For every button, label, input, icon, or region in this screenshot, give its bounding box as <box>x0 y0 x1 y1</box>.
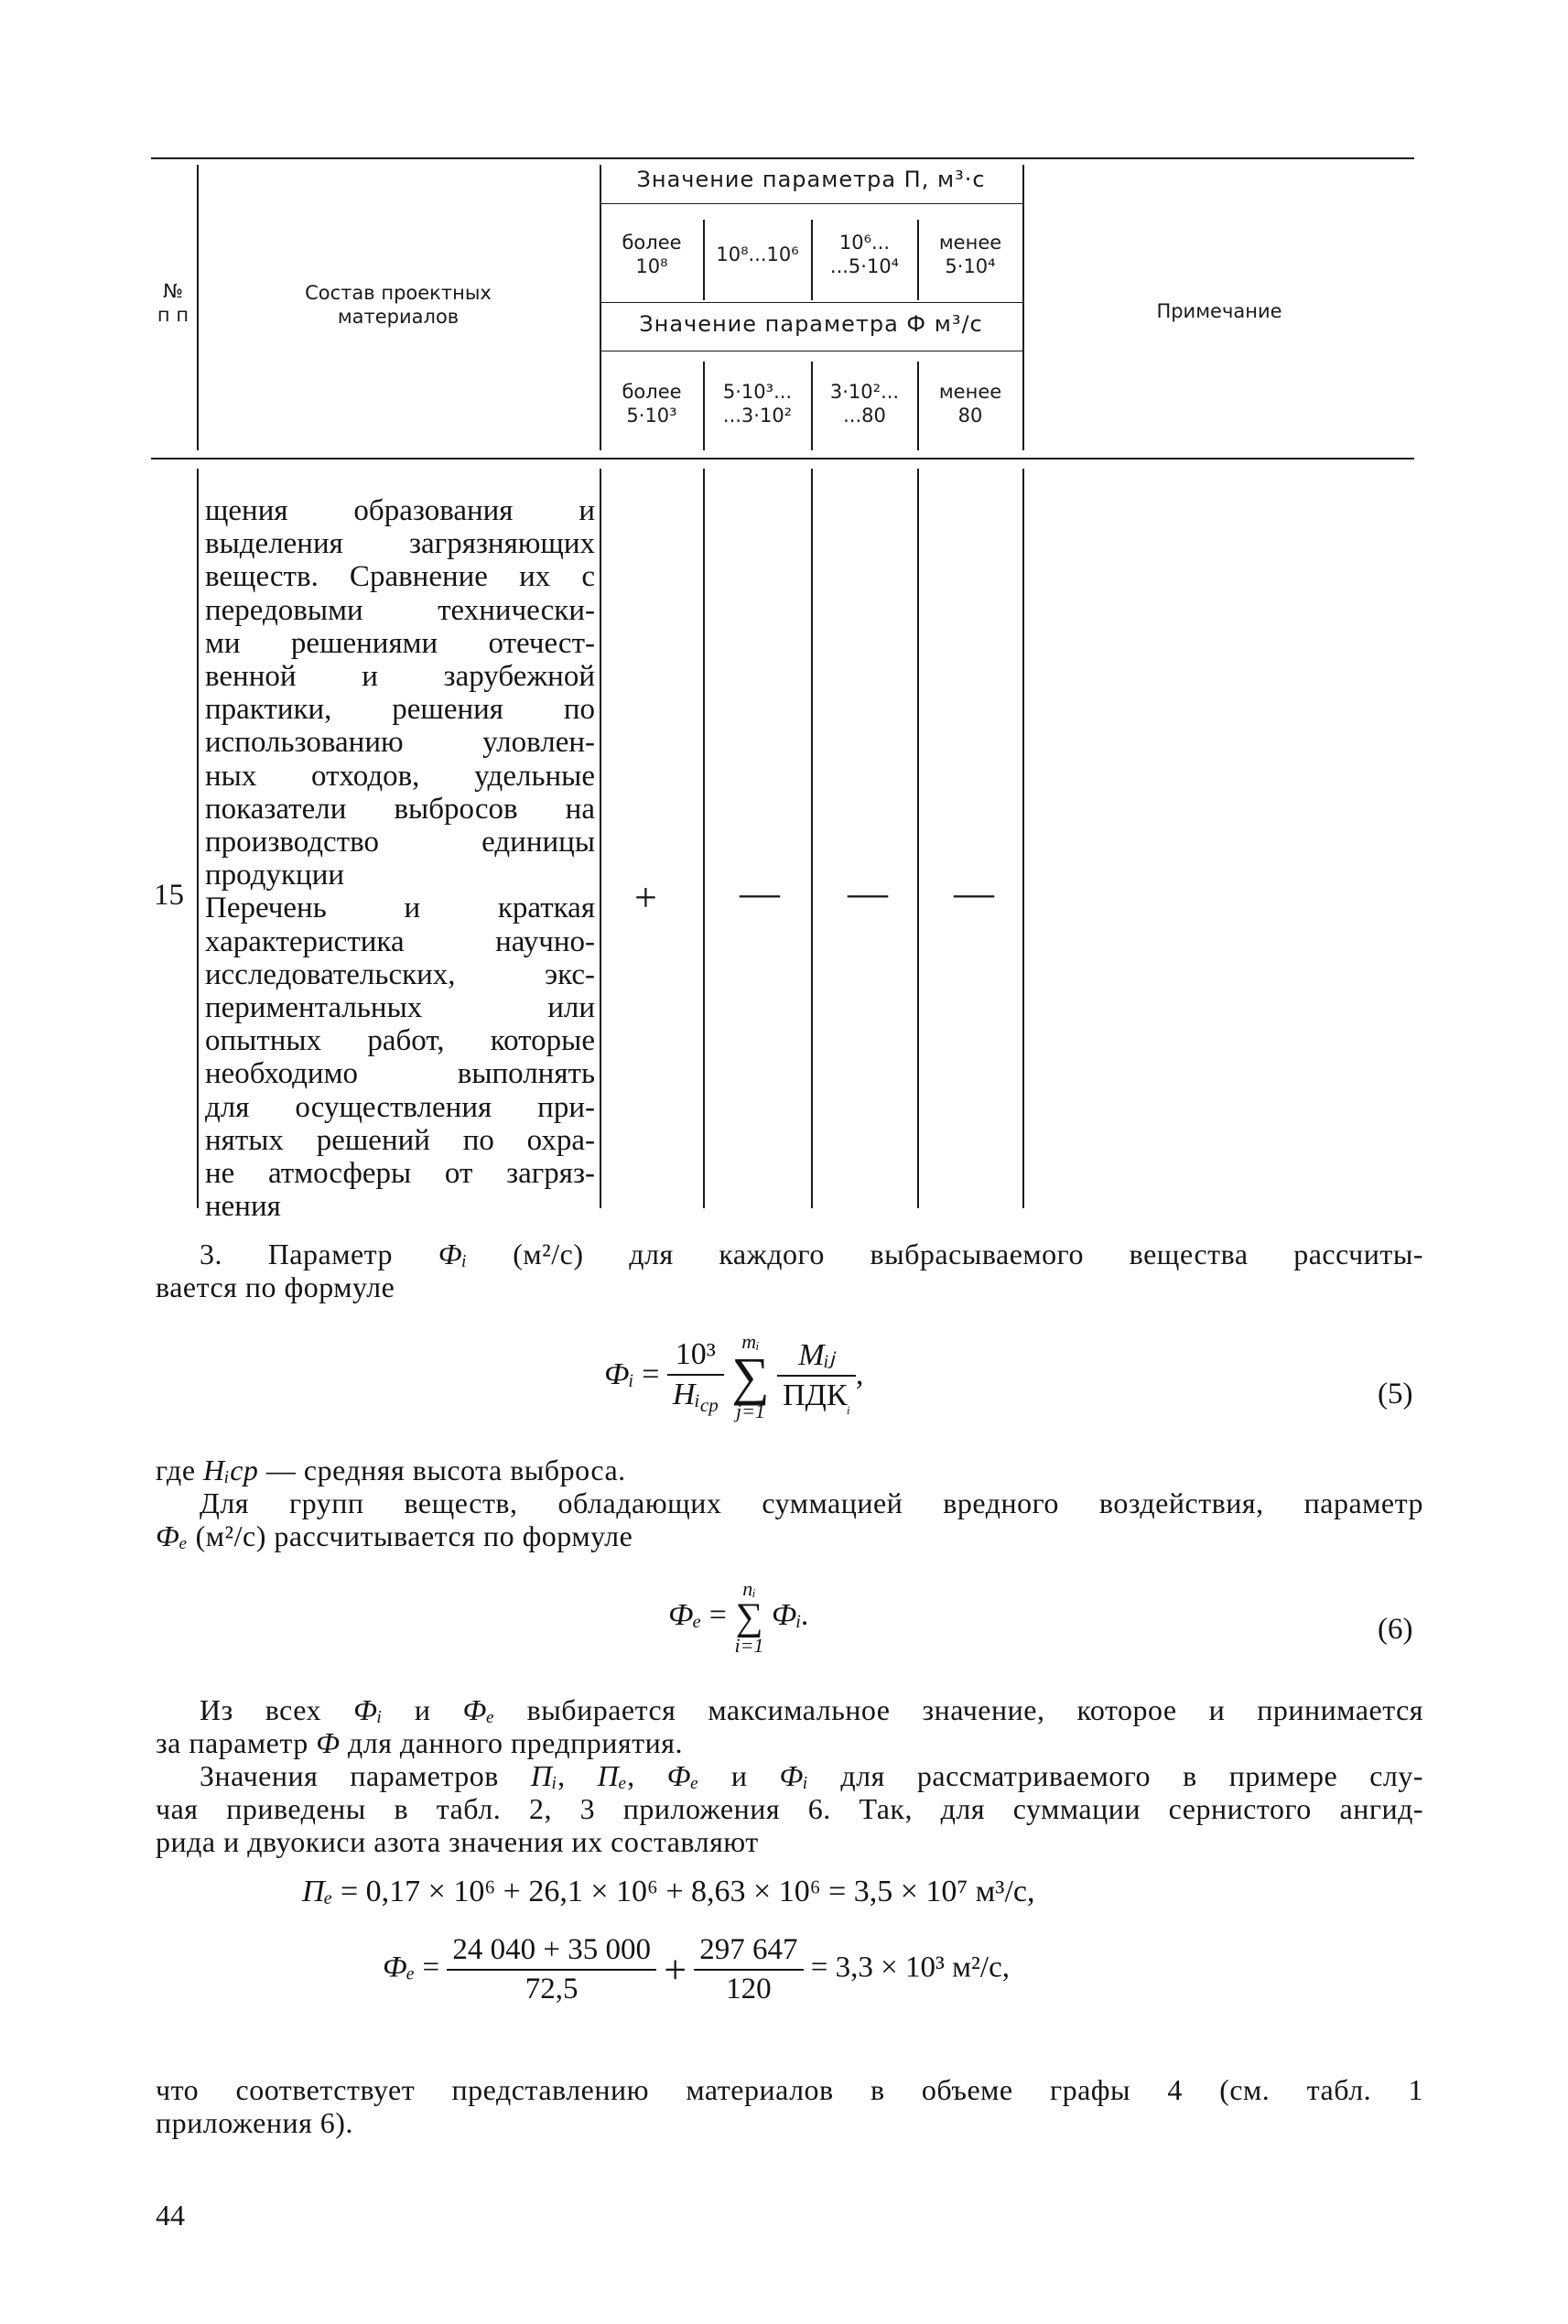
text-line: необходимо выполнять <box>205 1057 595 1091</box>
mark-col-1: + <box>634 875 657 920</box>
text-line: продукции <box>205 859 345 892</box>
formula-5-sum: mᵢ ∑ j=1 <box>731 1330 770 1422</box>
text-line: нятых решений по охра- <box>205 1123 595 1157</box>
body-vline-4 <box>811 469 813 1208</box>
final-line-2: приложения 6). <box>156 2106 353 2139</box>
f-range-4: менее 80 <box>938 381 1002 427</box>
col-note-header: Примечание <box>1156 300 1282 322</box>
p-range-3: 10⁶... ...5·10⁴ <box>829 232 900 277</box>
text-line: производство единицы <box>205 826 595 859</box>
calc-fe-fraction-1: $\frac{24 040 + 35 000}{72,5}$ <box>447 1933 656 2006</box>
col-num-header: № п п <box>157 280 189 326</box>
text-line: веществ. Сравнение их с <box>205 560 595 594</box>
text-line: практики, решения по <box>205 693 595 727</box>
paragraph-where <box>156 1454 1423 1552</box>
body-vline-3 <box>703 469 705 1208</box>
formula-6: Фₑ = nᵢ ∑ i=1 Фᵢ. <box>668 1577 810 1657</box>
page-number: 44 <box>156 2199 185 2232</box>
values-line-3: рида и двуокиси азота значения их составляют <box>156 1825 759 1858</box>
text-line: венной и зарубежной <box>205 660 595 694</box>
header-rule-2 <box>600 302 1022 303</box>
equation-number-6: (6) <box>1378 1613 1413 1646</box>
text-line: периментальных или <box>205 991 595 1025</box>
final-line-1: что соответствует представлению материалов в объеме графы 4 (см. табл. 1 <box>156 2073 1423 2106</box>
text-line: нения <box>205 1190 281 1224</box>
max-line-2: за параметр Ф для данного предприятия. <box>156 1726 683 1759</box>
formula-5-lhs: Фᵢ <box>604 1357 634 1391</box>
where-line: где Hᵢср — средняя высота выброса. <box>156 1454 626 1486</box>
table-top-rule <box>151 157 1414 159</box>
mark-col-4: — <box>954 870 994 915</box>
calc-pe: Пₑ = 0,17 × 10⁶ + 26,1 × 10⁶ + 8,63 × 10⁶ = 3,5 × 10⁷ м³/с, <box>302 1875 1035 1908</box>
text-line: для осуществления при- <box>205 1090 595 1124</box>
max-line-1: Из всех Фᵢ и Фₑ выбирается максимальное значение, которое и принимается <box>200 1693 1424 1726</box>
param-f-header: Значение параметра Ф м³/с <box>639 311 983 337</box>
text-line: не атмосферы от загряз- <box>205 1157 595 1191</box>
paragraph-3-line-2: вается по формуле <box>156 1270 395 1303</box>
groups-line-1: Для групп веществ, обладающих суммацией вредного воздействия, параметр <box>200 1486 1423 1519</box>
groups-line-2: Фₑ (м²/с) рассчитывается по формуле <box>156 1519 633 1552</box>
body-vline-2 <box>600 469 601 1208</box>
text-line: Перечень и краткая <box>205 892 595 925</box>
formula-5-fraction-1: $\frac{\text{10³}}{Hᵢ_{ср}}$ <box>667 1337 724 1417</box>
text-line: ми решениями отечест- <box>205 626 595 660</box>
formula-5-fraction-2: $\frac{\text{Mᵢⱼ}}{ПДК_ᵢ}$ <box>777 1336 856 1418</box>
paragraph-3 <box>156 1238 1423 1303</box>
body-vline-6 <box>1022 469 1024 1208</box>
text-line: ных отходов, удельные <box>205 759 595 793</box>
mark-col-2: — <box>740 870 780 915</box>
body-vline-5 <box>917 469 919 1208</box>
f-range-1: более 5·10³ <box>622 381 682 427</box>
text-line: использованию уловлен- <box>205 726 595 760</box>
paragraph-final <box>156 2073 1423 2139</box>
param-p-header: Значение параметра П, м³·с <box>636 167 986 192</box>
calc-fe: Фₑ = $\frac{24 040 + 35 000}{72,5}$ + $\frac{297 647}{120}$ = 3,3 × 10³ м²/с, <box>383 1933 1010 2005</box>
header-bottom-rule <box>151 458 1414 459</box>
text-line: передовыми технически- <box>205 593 595 627</box>
text-line: щения образования и <box>205 494 595 527</box>
formula-6-sum: nᵢ ∑ i=1 <box>734 1577 764 1657</box>
text-line: опытных работ, которые <box>205 1024 595 1058</box>
f-range-2: 5·10³... ...3·10² <box>722 381 793 427</box>
f-range-3: 3·10²... ...80 <box>829 381 900 427</box>
row-number: 15 <box>154 879 184 912</box>
text-line: исследовательских, экс- <box>205 957 595 991</box>
col-composition-header: Состав проектных материалов <box>305 282 492 328</box>
values-line-1: Значения параметров Пᵢ, Пₑ, Фₑ и Фᵢ для рассматриваемого в примере слу- <box>200 1759 1424 1792</box>
text-line: показатели выбросов на <box>205 792 595 826</box>
equation-number-5: (5) <box>1378 1378 1413 1411</box>
mark-col-3: — <box>848 870 888 915</box>
calc-fe-fraction-2: $\frac{297 647}{120}$ <box>694 1933 803 2006</box>
text-line: характеристика научно- <box>205 924 595 958</box>
p-range-2: 10⁸...10⁶ <box>716 243 799 265</box>
formula-5: Фᵢ = $\frac{\text{10³}}{Hᵢ_{ср}}$ mᵢ ∑ j=1 $\frac{\text{Mᵢⱼ}}{ПДК_ᵢ}$ , <box>604 1330 864 1422</box>
values-line-2: чая приведены в табл. 2, 3 приложения 6. Так, для суммации сернистого ангид- <box>156 1792 1423 1825</box>
p-range-4: менее 5·10⁴ <box>938 232 1002 277</box>
p-range-1: более 10⁸ <box>622 232 682 277</box>
text-line: выделения загрязняющих <box>205 527 595 561</box>
paragraph-max <box>156 1693 1423 1858</box>
paragraph-3-line-1: 3. Параметр Фᵢ (м²/с) для каждого выбрасываемого вещества рассчиты- <box>200 1238 1424 1270</box>
composition-text <box>205 494 595 1223</box>
body-vline-1 <box>197 469 199 1208</box>
header-rule-1 <box>600 203 1022 204</box>
